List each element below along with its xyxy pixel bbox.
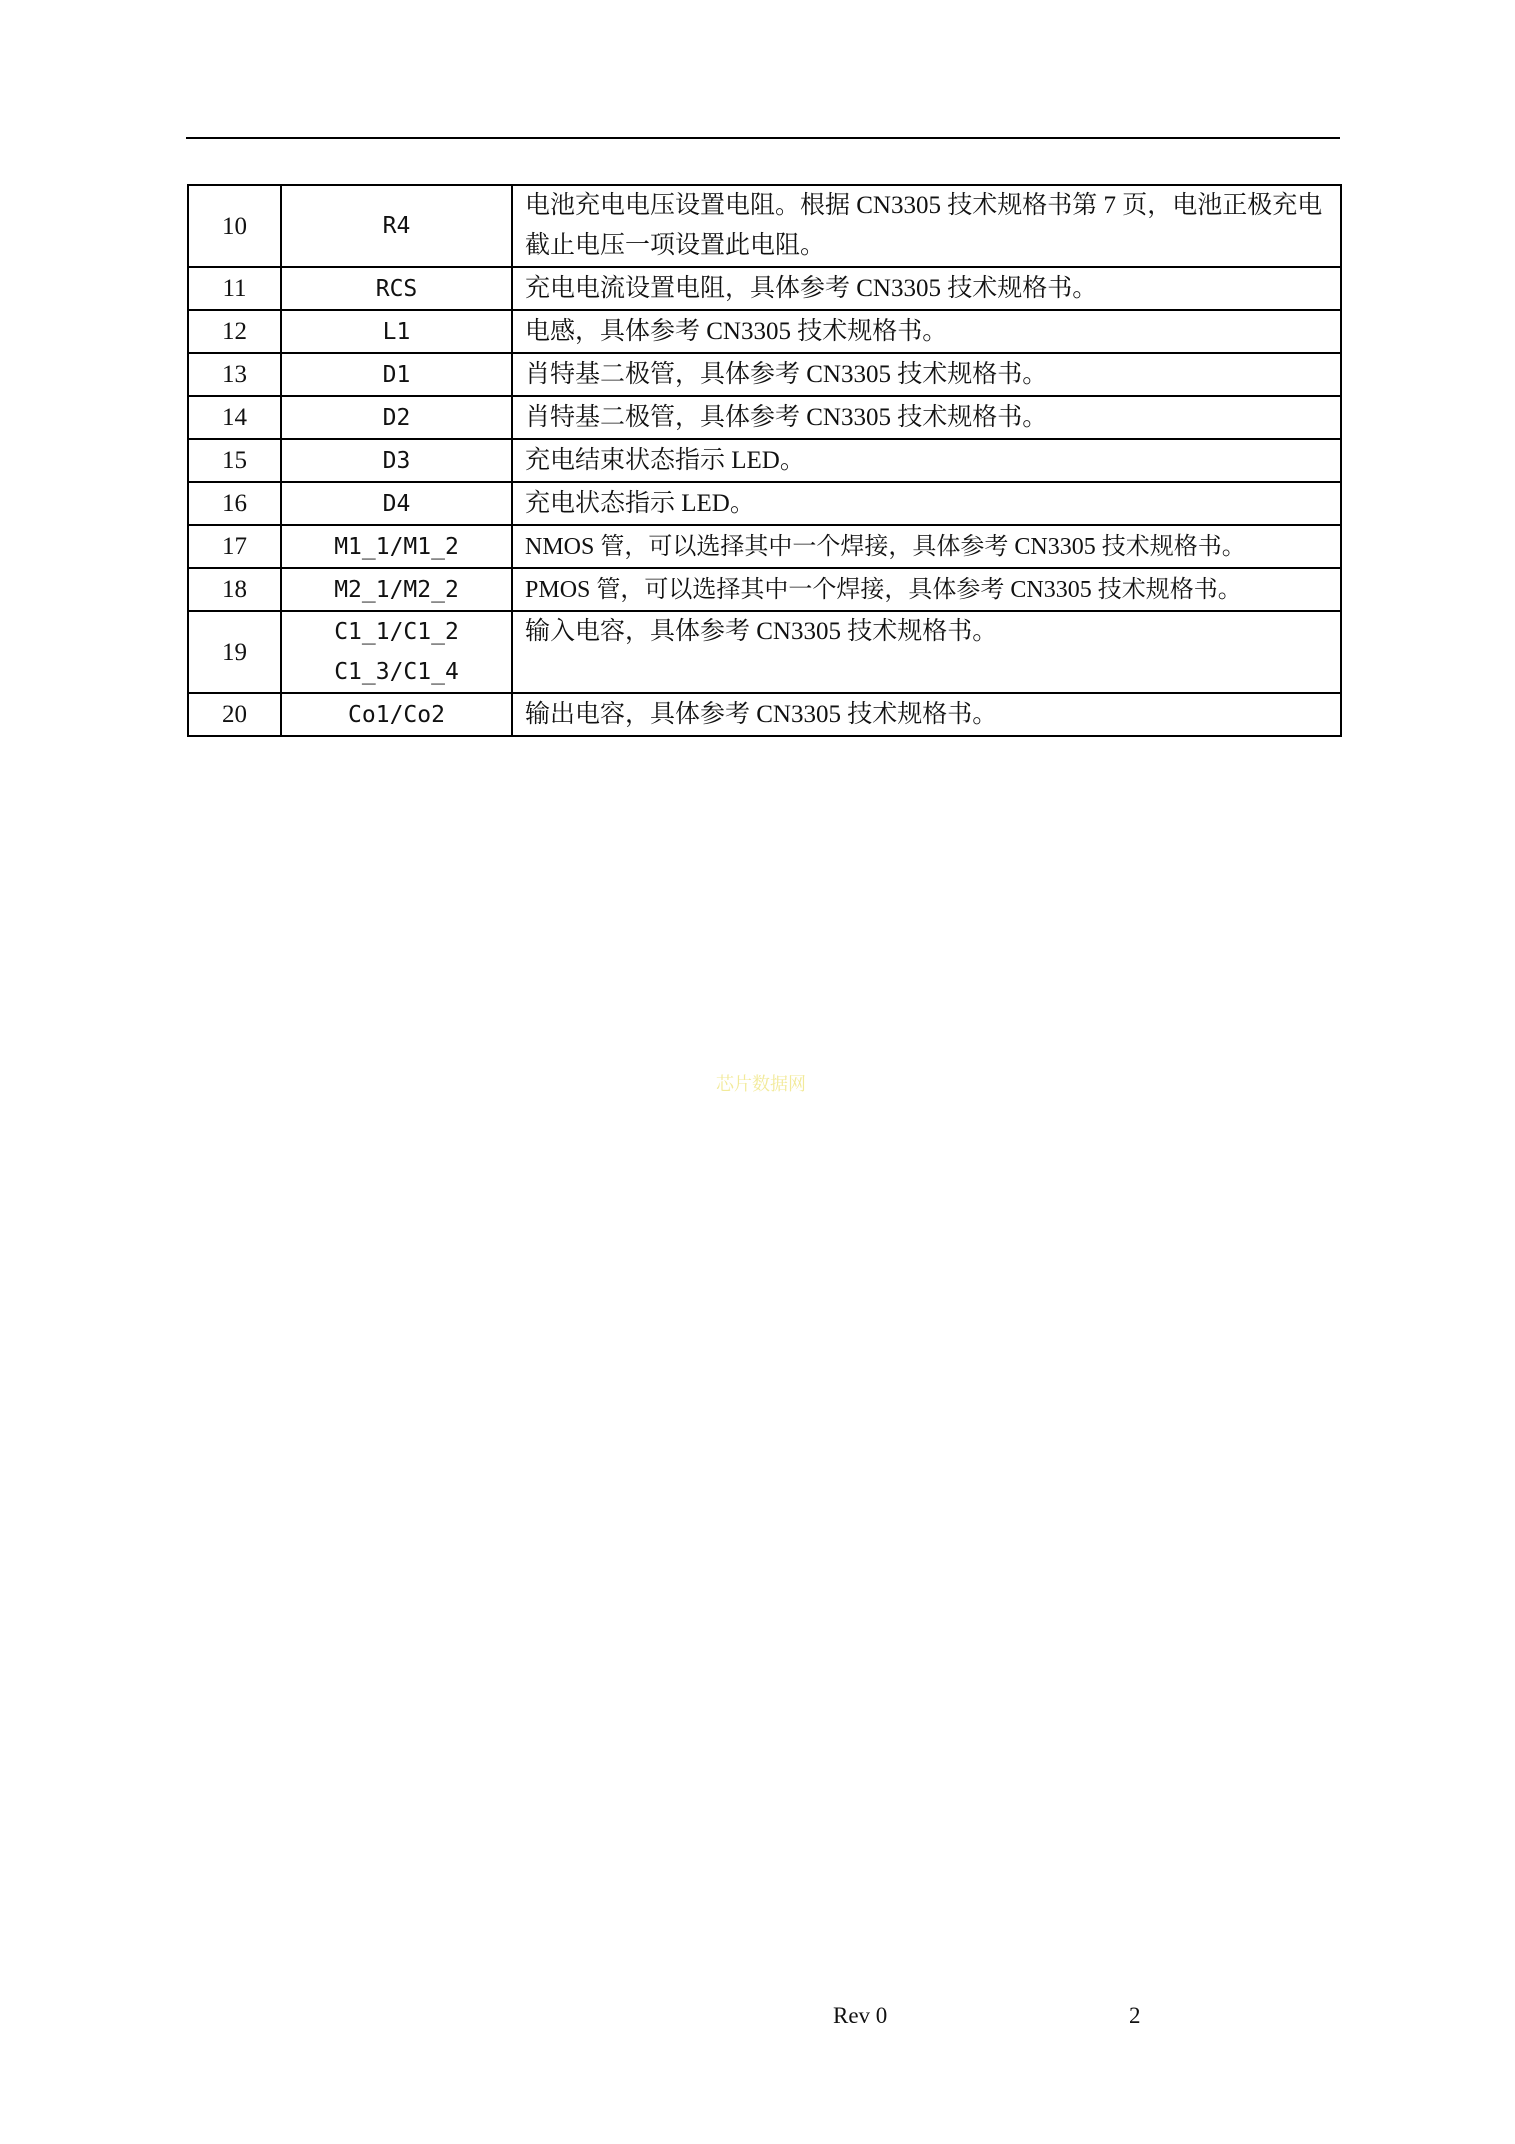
table-row: [188, 525, 1341, 568]
row-number: 20: [188, 693, 281, 736]
row-number: 19: [188, 611, 281, 693]
table-row: [188, 611, 1341, 693]
part-designator-text: Co1/Co2: [348, 701, 445, 728]
table-row: [188, 396, 1341, 439]
header-rule: [186, 137, 1340, 139]
part-designator: [281, 439, 512, 482]
part-description: 充电电流设置电阻，具体参考 CN3305 技术规格书。: [512, 267, 1341, 310]
part-designator: [281, 353, 512, 396]
part-designator-text: D4: [382, 490, 411, 517]
component-table: [187, 184, 1342, 737]
row-number: 18: [188, 568, 281, 611]
part-description: 充电结束状态指示 LED。: [512, 439, 1341, 482]
part-description: 肖特基二极管，具体参考 CN3305 技术规格书。: [512, 396, 1341, 439]
part-description: 电池充电电压设置电阻。根据 CN3305 技术规格书第 7 页，电池正极充电截止电压一项设置此电阻。: [512, 185, 1341, 267]
part-designator-text: M2_1/M2_2: [334, 576, 459, 603]
part-designator: [281, 568, 512, 611]
part-description: 肖特基二极管，具体参考 CN3305 技术规格书。: [512, 353, 1341, 396]
row-number: 15: [188, 439, 281, 482]
part-designator: [281, 611, 512, 693]
table-row: [188, 693, 1341, 736]
footer-revision: Rev 0: [833, 2003, 888, 2028]
part-description: 输入电容，具体参考 CN3305 技术规格书。: [512, 611, 1341, 693]
part-description: 输出电容，具体参考 CN3305 技术规格书。: [512, 693, 1341, 736]
watermark-text: 芯片数据网: [716, 1074, 806, 1095]
part-designator: [281, 310, 512, 353]
part-designator: [281, 396, 512, 439]
row-number: 13: [188, 353, 281, 396]
table-row: [188, 568, 1341, 611]
table-row: [188, 439, 1341, 482]
part-designator-text: RCS: [375, 275, 418, 302]
table-row: [188, 310, 1341, 353]
part-designator-text: D2: [382, 404, 411, 431]
row-number: 14: [188, 396, 281, 439]
part-designator-text: C1_3/C1_4: [334, 659, 459, 685]
part-designator-text: R4: [382, 213, 411, 239]
part-designator-text: D1: [382, 361, 411, 388]
row-number: 10: [188, 185, 281, 267]
part-designator: [281, 267, 512, 310]
part-designator: [281, 693, 512, 736]
row-number: 11: [188, 267, 281, 310]
part-designator-text: C1_1/C1_2: [334, 619, 459, 645]
row-number: 16: [188, 482, 281, 525]
table-row: [188, 482, 1341, 525]
part-designator: [281, 185, 512, 267]
row-number: 12: [188, 310, 281, 353]
table-row: [188, 185, 1341, 267]
part-designator-text: M1_1/M1_2: [334, 533, 459, 560]
part-description: 电感，具体参考 CN3305 技术规格书。: [512, 310, 1341, 353]
table-row: [188, 267, 1341, 310]
part-description: PMOS 管，可以选择其中一个焊接，具体参考 CN3305 技术规格书。: [512, 568, 1341, 611]
row-number: 17: [188, 525, 281, 568]
footer-page-number: 2: [1129, 2003, 1141, 2028]
part-designator-text: D3: [382, 447, 411, 474]
part-designator-text: L1: [382, 318, 411, 345]
table-row: [188, 353, 1341, 396]
part-designator: [281, 525, 512, 568]
part-description: 充电状态指示 LED。: [512, 482, 1341, 525]
part-designator: [281, 482, 512, 525]
part-description: NMOS 管，可以选择其中一个焊接，具体参考 CN3305 技术规格书。: [512, 525, 1341, 568]
